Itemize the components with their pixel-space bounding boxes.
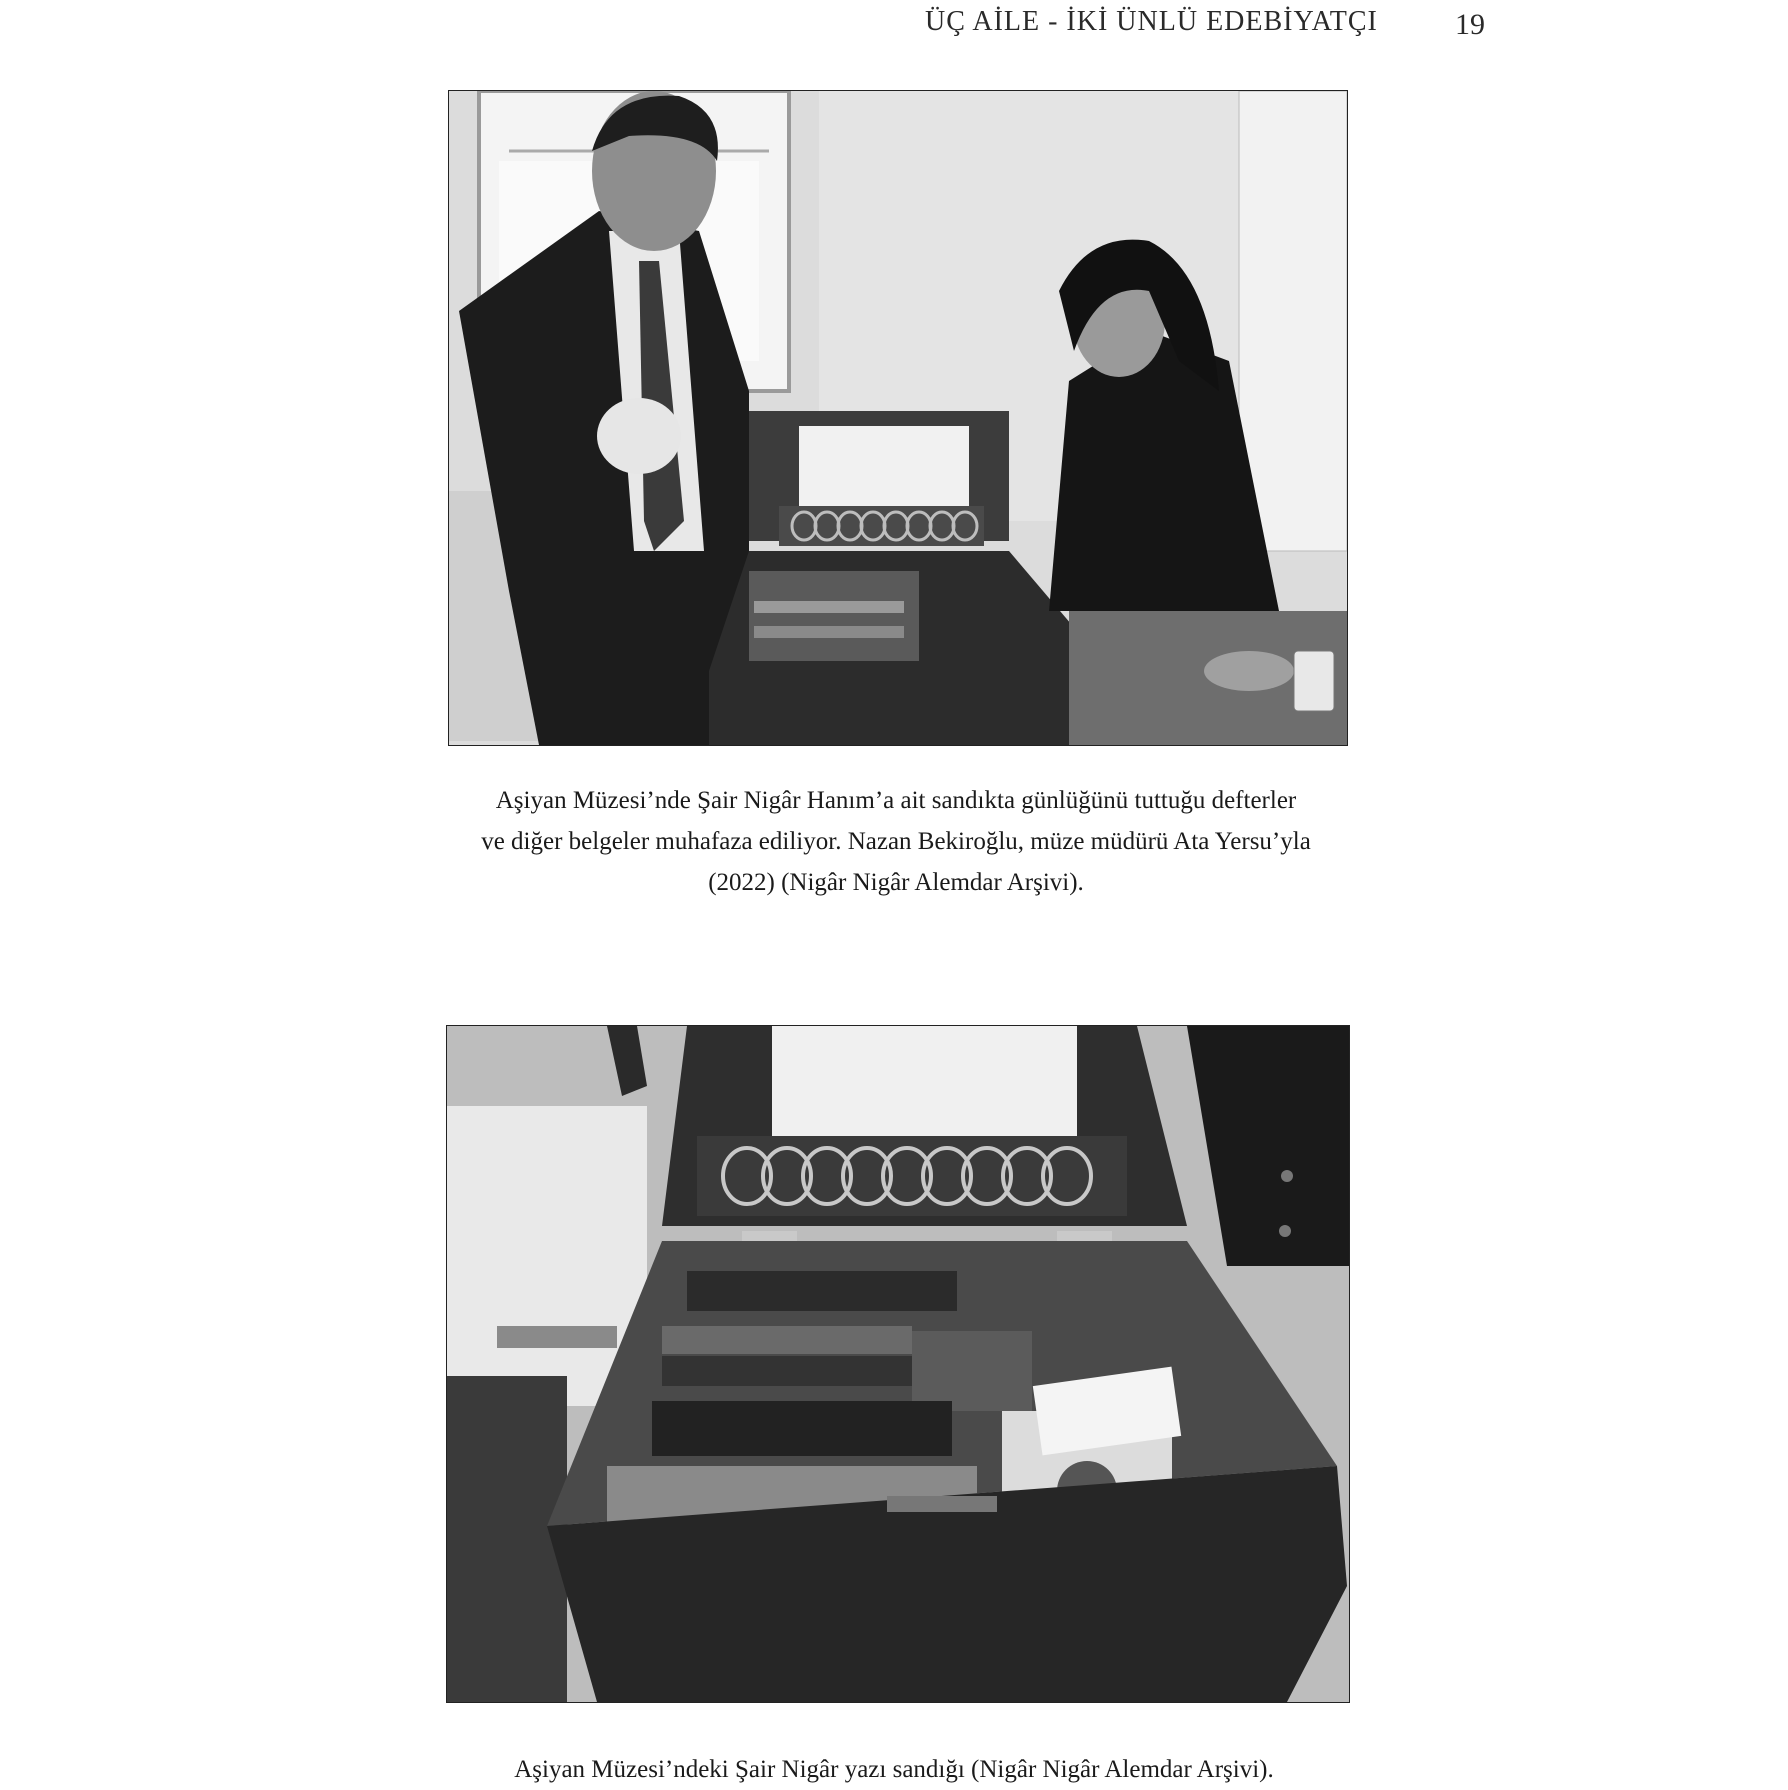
caption-line: Aşiyan Müzesi’nde Şair Nigâr Hanım’a ait sandıkta günlüğünü tuttuğu defterler	[495, 787, 1297, 814]
page-number: 19	[1455, 8, 1485, 41]
photo-museum-director-and-author	[448, 90, 1348, 746]
figure-caption-2	[430, 1749, 1358, 1790]
running-header: ÜÇ AİLE - İKİ ÜNLÜ EDEBİYATÇI	[925, 6, 1378, 37]
photo-writing-chest	[446, 1025, 1350, 1703]
caption-line: ve diğer belgeler muhafaza ediliyor. Nazan Bekiroğlu, müze müdürü Ata Yersu’yla	[481, 828, 1311, 855]
caption-line: Aşiyan Müzesi’ndeki Şair Nigâr yazı sandığı (Nigâr Nigâr Alemdar Arşivi).	[514, 1756, 1274, 1783]
figure-caption-1	[440, 780, 1352, 903]
caption-line: (2022) (Nigâr Nigâr Alemdar Arşivi).	[708, 869, 1084, 896]
